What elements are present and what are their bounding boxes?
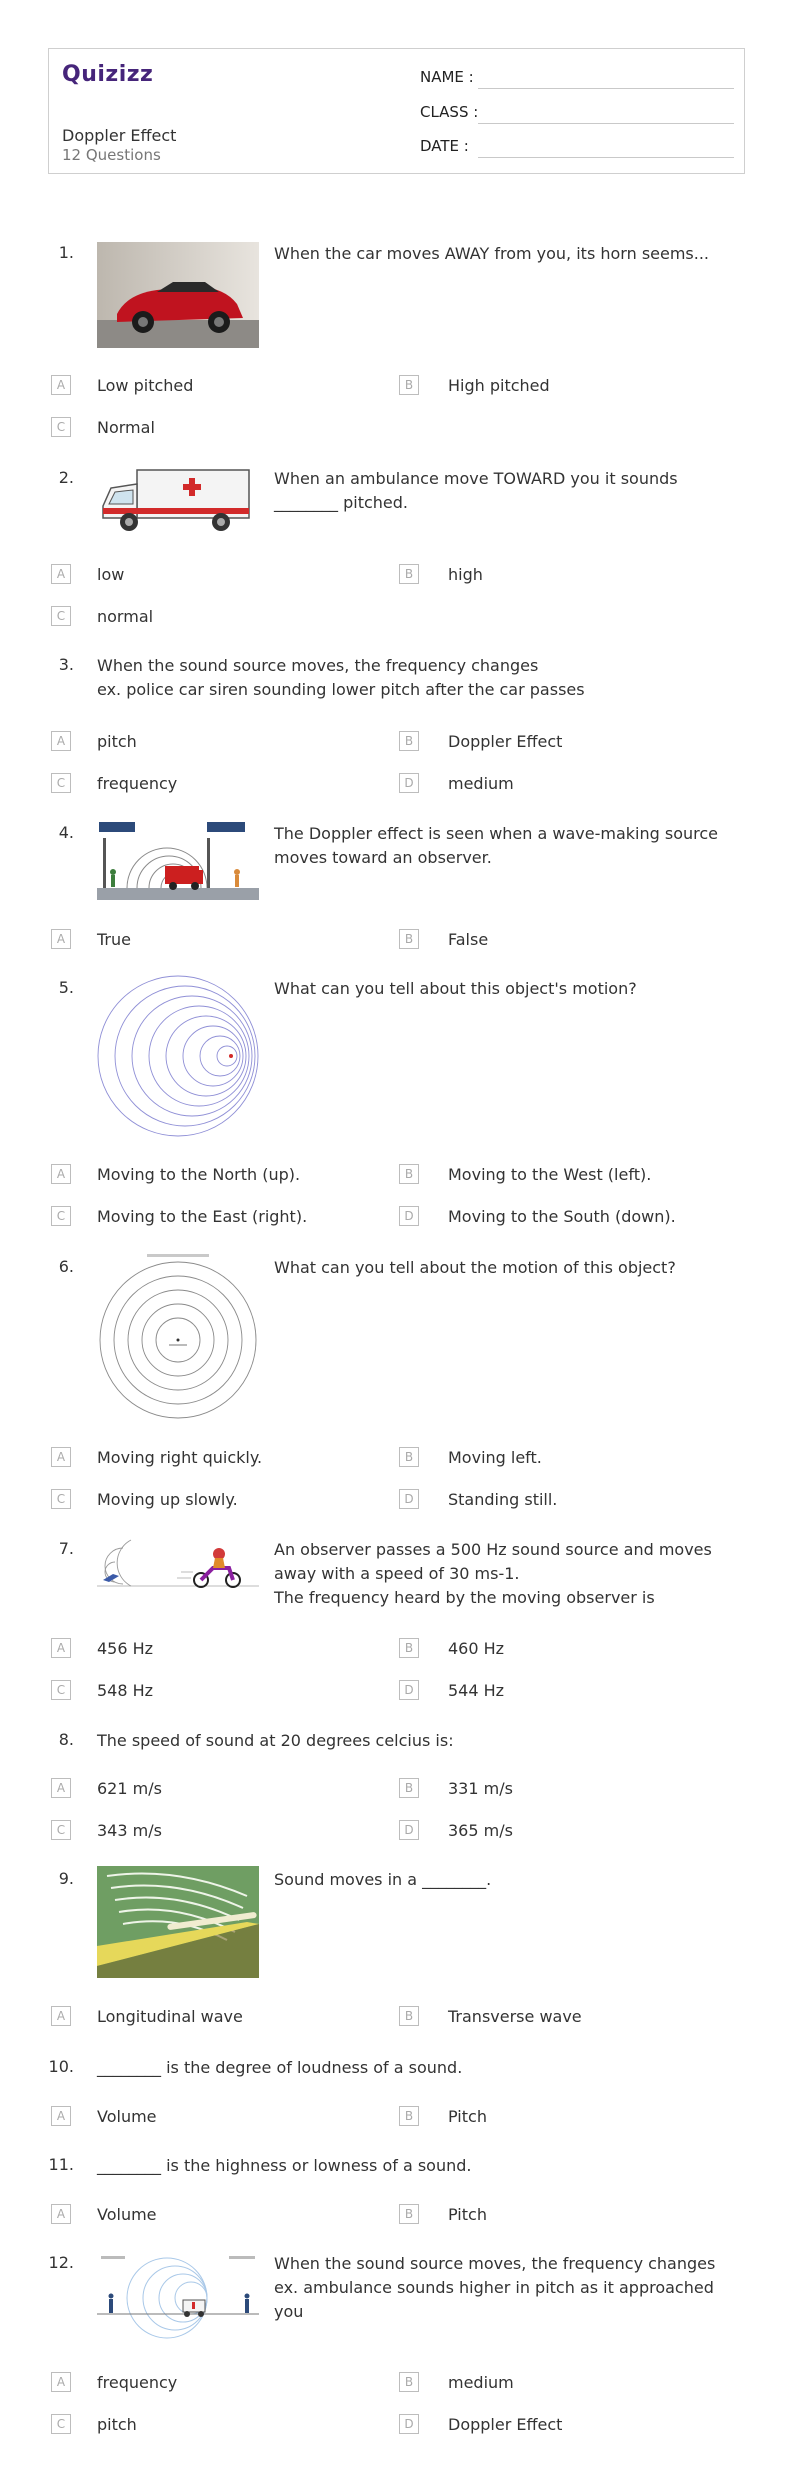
question-number: 9. bbox=[58, 1869, 74, 1888]
option-text: Pitch bbox=[448, 2205, 487, 2224]
option-letter-box[interactable]: A bbox=[51, 564, 71, 584]
option-letter-box[interactable]: D bbox=[399, 2414, 419, 2434]
option-letter-box[interactable]: B bbox=[399, 731, 419, 751]
option-letter-box[interactable]: B bbox=[399, 2372, 419, 2392]
option-text: 343 m/s bbox=[97, 1821, 162, 1840]
option-text: pitch bbox=[97, 2415, 137, 2434]
option-letter-box[interactable]: A bbox=[51, 375, 71, 395]
option-text: 544 Hz bbox=[448, 1681, 505, 1700]
option-letter-box[interactable]: A bbox=[51, 2372, 71, 2392]
ambulance-doppler-diagram bbox=[97, 2250, 259, 2340]
option-letter-box[interactable]: C bbox=[51, 1680, 71, 1700]
option-letter-box[interactable]: A bbox=[51, 2106, 71, 2126]
option-text: Doppler Effect bbox=[448, 732, 563, 751]
wavefront-diagram-east bbox=[97, 975, 259, 1137]
option-text: 365 m/s bbox=[448, 1821, 513, 1840]
name-label: NAME : bbox=[420, 68, 474, 86]
option-text: Normal bbox=[97, 418, 155, 437]
option-letter-box[interactable]: B bbox=[399, 1164, 419, 1184]
question-number: 1. bbox=[58, 243, 74, 262]
option-text: normal bbox=[97, 607, 154, 626]
option-letter-box[interactable]: C bbox=[51, 2414, 71, 2434]
question-text: When an ambulance move TOWARD you it sounds ________ pitched. bbox=[274, 469, 678, 512]
ambulance-image bbox=[97, 462, 259, 538]
option-text: pitch bbox=[97, 732, 137, 751]
question-text-line2: ex. police car siren sounding lower pitch after the car passes bbox=[97, 680, 585, 699]
option-letter-box[interactable]: A bbox=[51, 2204, 71, 2224]
option-text: Moving up slowly. bbox=[97, 1490, 238, 1509]
option-letter-box[interactable]: B bbox=[399, 375, 419, 395]
question-text: The speed of sound at 20 degrees celcius is: bbox=[97, 1731, 454, 1750]
date-label: DATE : bbox=[420, 137, 469, 155]
option-letter-box[interactable]: B bbox=[399, 2106, 419, 2126]
motorbike-observer-image bbox=[97, 1538, 259, 1594]
option-letter-box[interactable]: B bbox=[399, 564, 419, 584]
worksheet-title: Doppler Effect bbox=[62, 126, 177, 145]
option-text: frequency bbox=[97, 774, 178, 793]
option-text: 621 m/s bbox=[97, 1779, 162, 1798]
option-letter-box[interactable]: B bbox=[399, 2204, 419, 2224]
name-line[interactable] bbox=[478, 88, 734, 89]
option-text: Moving to the North (up). bbox=[97, 1165, 301, 1184]
option-letter-box[interactable]: D bbox=[399, 1206, 419, 1226]
option-letter-box[interactable]: C bbox=[51, 773, 71, 793]
option-text: True bbox=[97, 930, 131, 949]
option-letter-box[interactable]: A bbox=[51, 1447, 71, 1467]
question-number: 4. bbox=[58, 823, 74, 842]
question-number: 8. bbox=[58, 1730, 74, 1749]
option-text: Moving to the East (right). bbox=[97, 1207, 308, 1226]
option-text: 456 Hz bbox=[97, 1639, 154, 1658]
question-text: What can you tell about this object's motion? bbox=[274, 979, 637, 998]
option-text: frequency bbox=[97, 2373, 178, 2392]
question-number: 2. bbox=[58, 468, 74, 487]
class-line[interactable] bbox=[478, 123, 734, 124]
quizizz-logo: Quizizz bbox=[62, 62, 154, 87]
question-text: When the sound source moves, the frequency changes bbox=[274, 2254, 716, 2273]
question-number: 5. bbox=[58, 978, 74, 997]
option-letter-box[interactable]: B bbox=[399, 1778, 419, 1798]
option-text: Standing still. bbox=[448, 1490, 558, 1509]
option-letter-box[interactable]: D bbox=[399, 773, 419, 793]
option-letter-box[interactable]: B bbox=[399, 929, 419, 949]
option-letter-box[interactable]: A bbox=[51, 929, 71, 949]
option-letter-box[interactable]: C bbox=[51, 1820, 71, 1840]
option-text: Pitch bbox=[448, 2107, 487, 2126]
question-text-line2: ex. ambulance sounds higher in pitch as it approached you bbox=[274, 2278, 714, 2321]
option-text: Low pitched bbox=[97, 376, 194, 395]
option-letter-box[interactable]: A bbox=[51, 1638, 71, 1658]
option-letter-box[interactable]: A bbox=[51, 731, 71, 751]
question-text: The Doppler effect is seen when a wave-making source moves toward an observer. bbox=[274, 824, 718, 867]
date-line[interactable] bbox=[478, 157, 734, 158]
option-text: Moving left. bbox=[448, 1448, 542, 1467]
option-text: 460 Hz bbox=[448, 1639, 505, 1658]
option-letter-box[interactable]: D bbox=[399, 1680, 419, 1700]
question-number: 12. bbox=[48, 2253, 74, 2272]
option-letter-box[interactable]: B bbox=[399, 1638, 419, 1658]
option-letter-box[interactable]: C bbox=[51, 417, 71, 437]
option-text: High pitched bbox=[448, 376, 550, 395]
question-number: 3. bbox=[58, 655, 74, 674]
option-letter-box[interactable]: A bbox=[51, 2006, 71, 2026]
option-text: 331 m/s bbox=[448, 1779, 513, 1798]
wavefront-diagram-stationary bbox=[97, 1252, 259, 1420]
option-text: high bbox=[448, 565, 483, 584]
option-letter-box[interactable]: D bbox=[399, 1820, 419, 1840]
option-text: Volume bbox=[97, 2107, 157, 2126]
question-number: 10. bbox=[48, 2057, 74, 2076]
question-number: 7. bbox=[58, 1539, 74, 1558]
option-text: medium bbox=[448, 774, 514, 793]
option-text: Transverse wave bbox=[448, 2007, 582, 2026]
option-letter-box[interactable]: A bbox=[51, 1164, 71, 1184]
option-text: Moving to the South (down). bbox=[448, 1207, 676, 1226]
question-text: What can you tell about the motion of this object? bbox=[274, 1258, 676, 1277]
option-letter-box[interactable]: B bbox=[399, 1447, 419, 1467]
option-letter-box[interactable]: C bbox=[51, 1489, 71, 1509]
tuning-fork-waves-image bbox=[97, 1866, 259, 1978]
option-text: Moving to the West (left). bbox=[448, 1165, 652, 1184]
question-number: 6. bbox=[58, 1257, 74, 1276]
option-text: Longitudinal wave bbox=[97, 2007, 243, 2026]
question-text: ________ is the degree of loudness of a sound. bbox=[97, 2058, 463, 2077]
option-text: Moving right quickly. bbox=[97, 1448, 263, 1467]
option-text: Doppler Effect bbox=[448, 2415, 563, 2434]
option-text: Volume bbox=[97, 2205, 157, 2224]
option-text: 548 Hz bbox=[97, 1681, 154, 1700]
car-image bbox=[97, 242, 259, 348]
option-letter-box[interactable]: C bbox=[51, 1206, 71, 1226]
question-text: When the sound source moves, the frequency changes bbox=[97, 656, 539, 675]
option-letter-box[interactable]: B bbox=[399, 2006, 419, 2026]
question-text: ________ is the highness or lowness of a sound. bbox=[97, 2156, 472, 2175]
option-letter-box[interactable]: C bbox=[51, 606, 71, 626]
doppler-fire-truck-image bbox=[97, 818, 259, 900]
class-label: CLASS : bbox=[420, 103, 479, 121]
question-text: When the car moves AWAY from you, its horn seems... bbox=[274, 244, 710, 263]
option-text: medium bbox=[448, 2373, 514, 2392]
worksheet-question-count: 12 Questions bbox=[62, 146, 161, 164]
option-letter-box[interactable]: D bbox=[399, 1489, 419, 1509]
question-number: 11. bbox=[48, 2155, 74, 2174]
option-text: low bbox=[97, 565, 125, 584]
option-text: False bbox=[448, 930, 489, 949]
question-text: Sound moves in a ________. bbox=[274, 1870, 492, 1889]
option-letter-box[interactable]: A bbox=[51, 1778, 71, 1798]
question-text-line2: The frequency heard by the moving observer is bbox=[274, 1588, 655, 1607]
question-text: An observer passes a 500 Hz sound source and moves away with a speed of 30 ms-1. bbox=[274, 1540, 712, 1583]
